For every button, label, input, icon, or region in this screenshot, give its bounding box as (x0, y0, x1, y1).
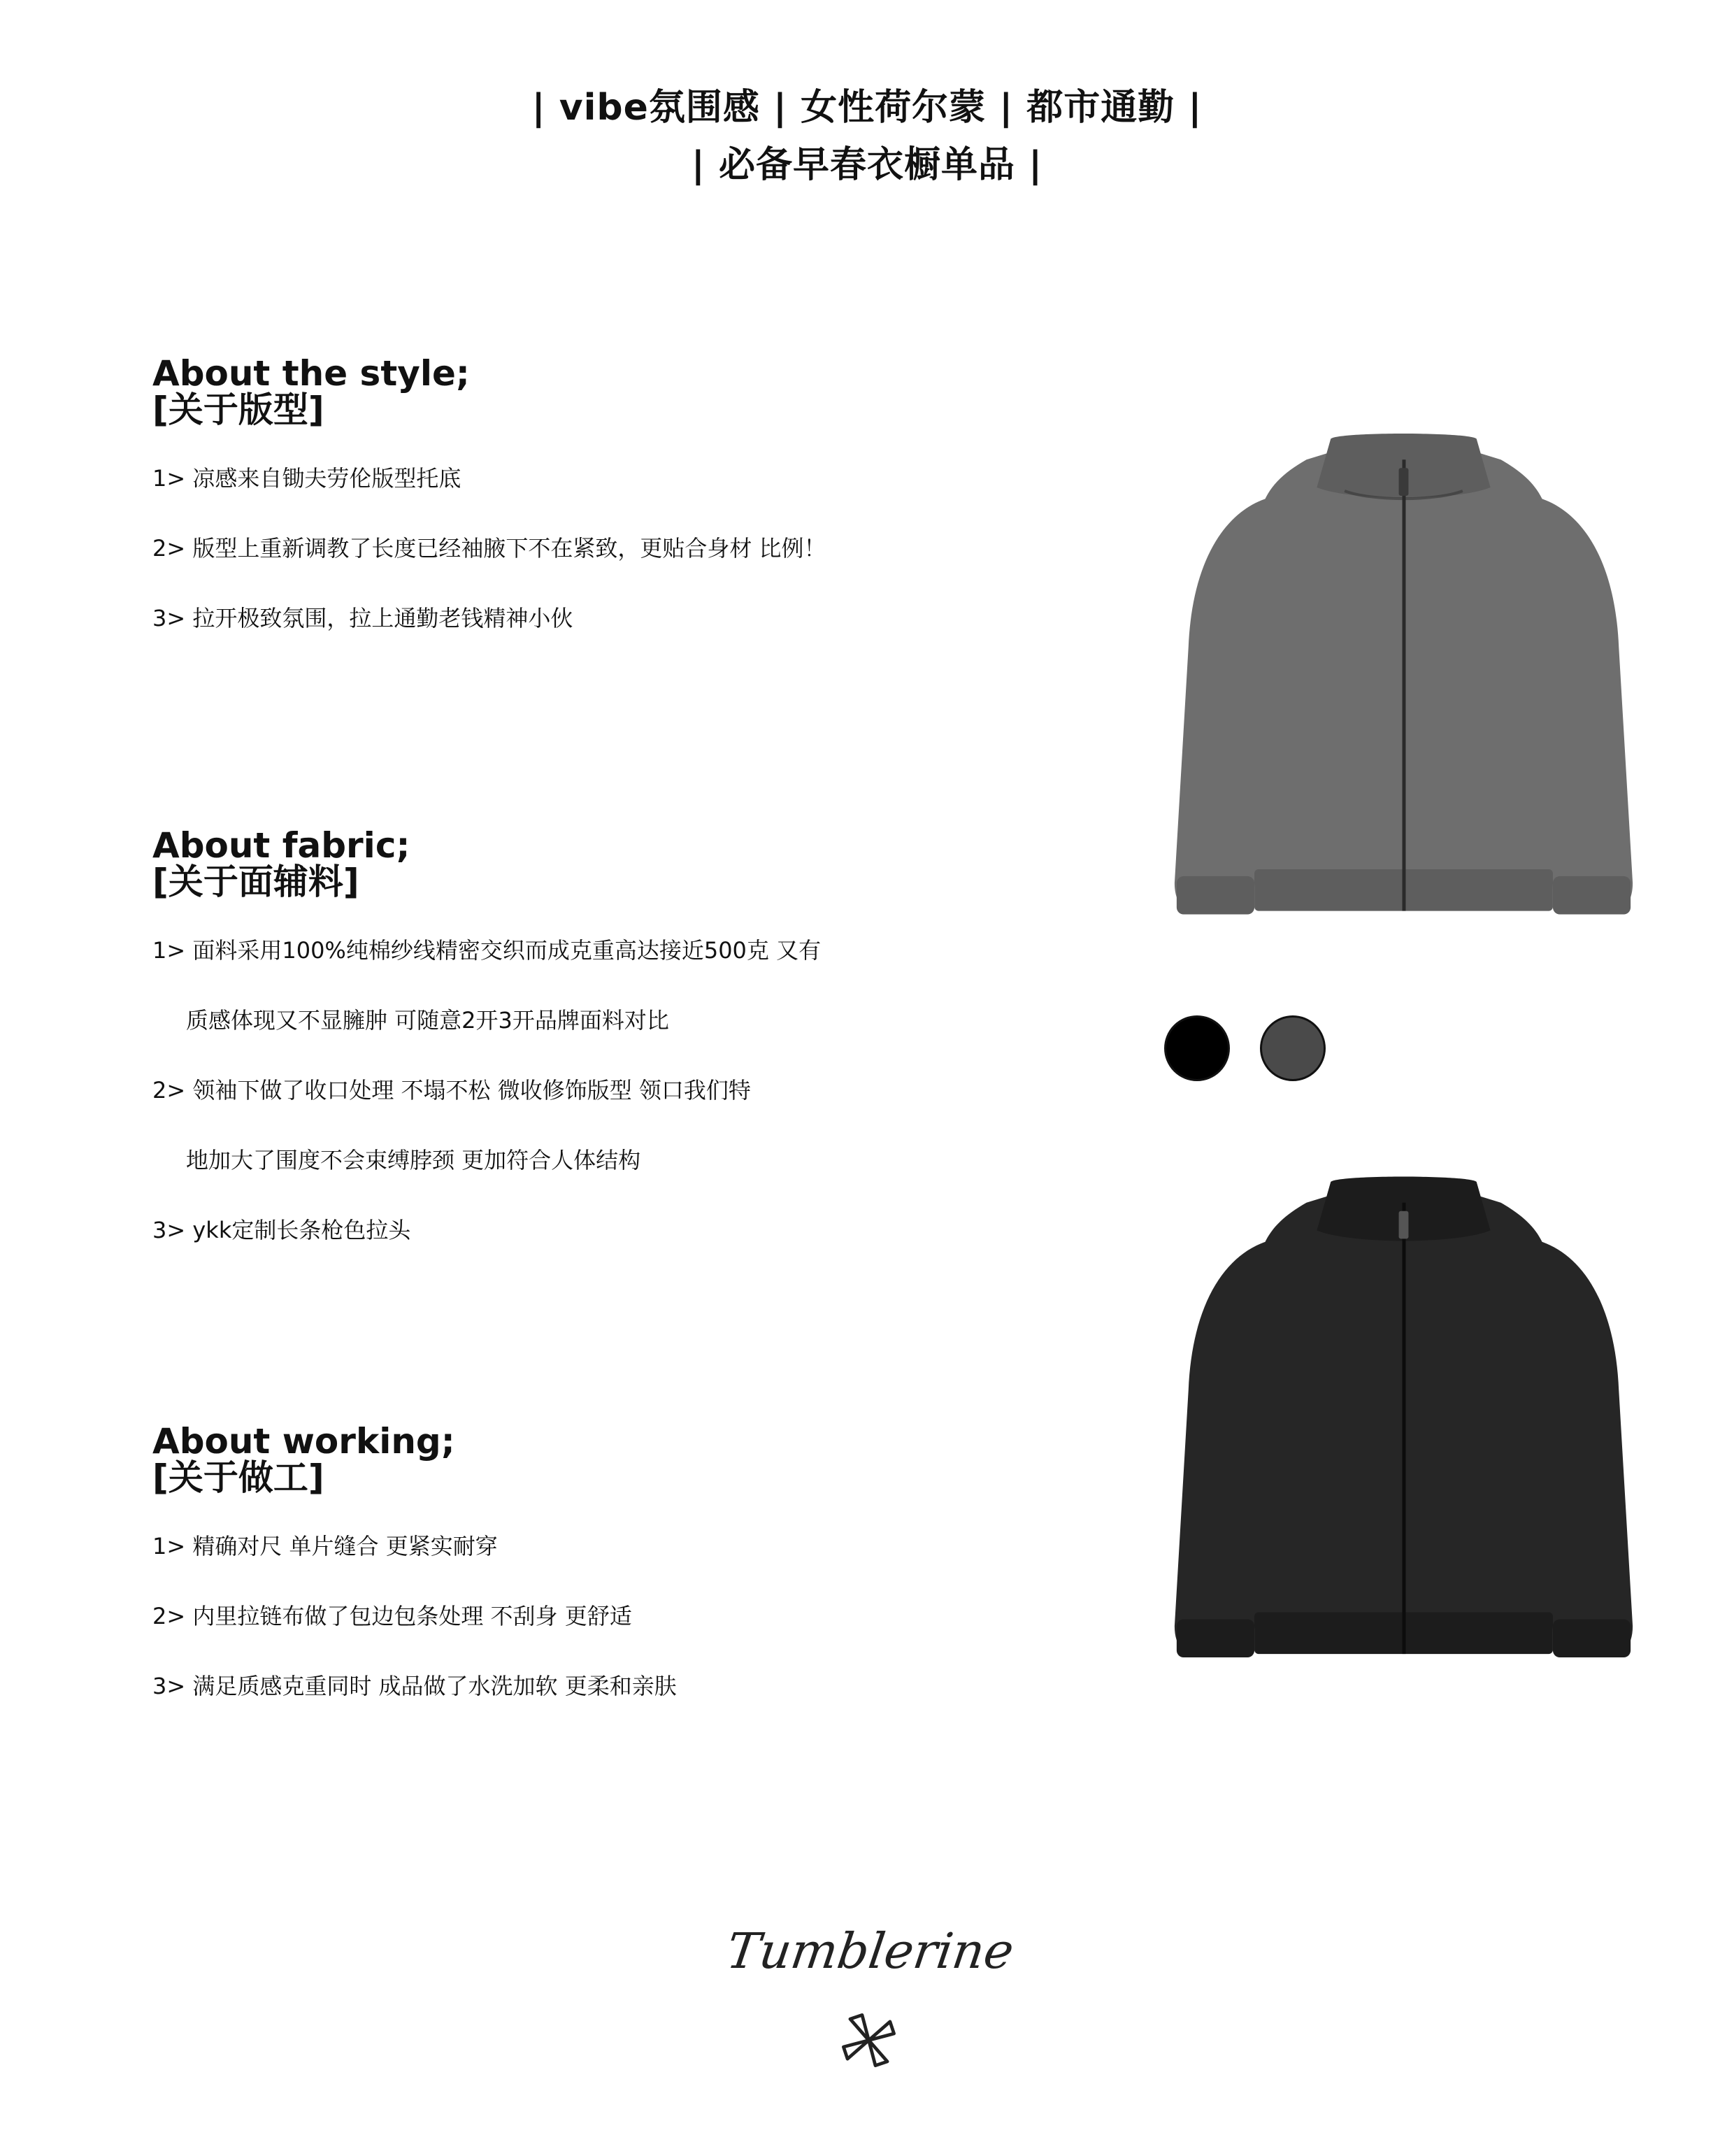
brand-wordmark: Tumblerine (723, 1922, 1017, 1980)
grey-cardigan-shape (1175, 434, 1633, 914)
list-item: 2> 领袖下做了收口处理 不塌不松 微收修饰版型 领口我们特 (152, 1077, 751, 1104)
black-cardigan-image (1164, 1171, 1643, 1671)
section-title-en: About the style; (152, 353, 470, 394)
section-title-zh: [关于做工] (152, 1457, 324, 1498)
section-list (152, 936, 1131, 1244)
list-item: 1> 精确对尺 单片缝合 更紧实耐穿 (152, 1533, 498, 1559)
section-list (152, 464, 1131, 632)
section-title-en: About fabric; (152, 825, 410, 866)
list-item-continuation: 地加大了围度不会束缚脖颈 更加符合人体结构 (186, 1147, 641, 1173)
section-working (152, 1423, 1131, 1742)
section-list (152, 1532, 1131, 1700)
list-item: 3> 满足质感克重同时 成品做了水洗加软 更柔和亲肤 (152, 1673, 677, 1699)
section-style (152, 355, 1131, 674)
list-item: 1> 凉感来自锄夫劳伦版型托底 (152, 465, 461, 492)
list-item: 1> 面料采用100%纯棉纱线精密交织而成克重高达接近500克 又有 (152, 937, 822, 964)
list-item: 3> ykk定制长条枪色拉头 (152, 1217, 411, 1243)
brand-logo (723, 1913, 1017, 2087)
list-item: 3> 拉开极致氛围，拉上通勤老钱精神小伙 (152, 605, 573, 631)
list-item-continuation: 质感体现又不显臃肿 可随意2开3开品牌面料对比 (186, 1007, 669, 1034)
section-title-zh: [关于面辅料] (152, 862, 359, 902)
section-title-zh: [关于版型] (152, 390, 324, 430)
section-title-en: About working; (152, 1421, 455, 1462)
color-swatch-grey[interactable] (1260, 1015, 1326, 1081)
list-item: 2> 内里拉链布做了包边包条处理 不刮身 更舒适 (152, 1603, 632, 1629)
black-cardigan-shape (1175, 1177, 1633, 1657)
section-fabric (152, 827, 1131, 1286)
pinwheel-icon (836, 2007, 902, 2073)
headline-line-1: | vibe氛围感 | 女性荷尔蒙 | 都市通勤 | (531, 87, 1203, 129)
headline-line-2: | 必备早春衣橱单品 | (691, 144, 1043, 186)
color-swatch-black[interactable] (1164, 1015, 1230, 1081)
grey-cardigan-image (1164, 430, 1643, 927)
list-item: 2> 版型上重新调教了长度已经袖腋下不在紧致，更贴合身材 比例！ (152, 535, 826, 562)
